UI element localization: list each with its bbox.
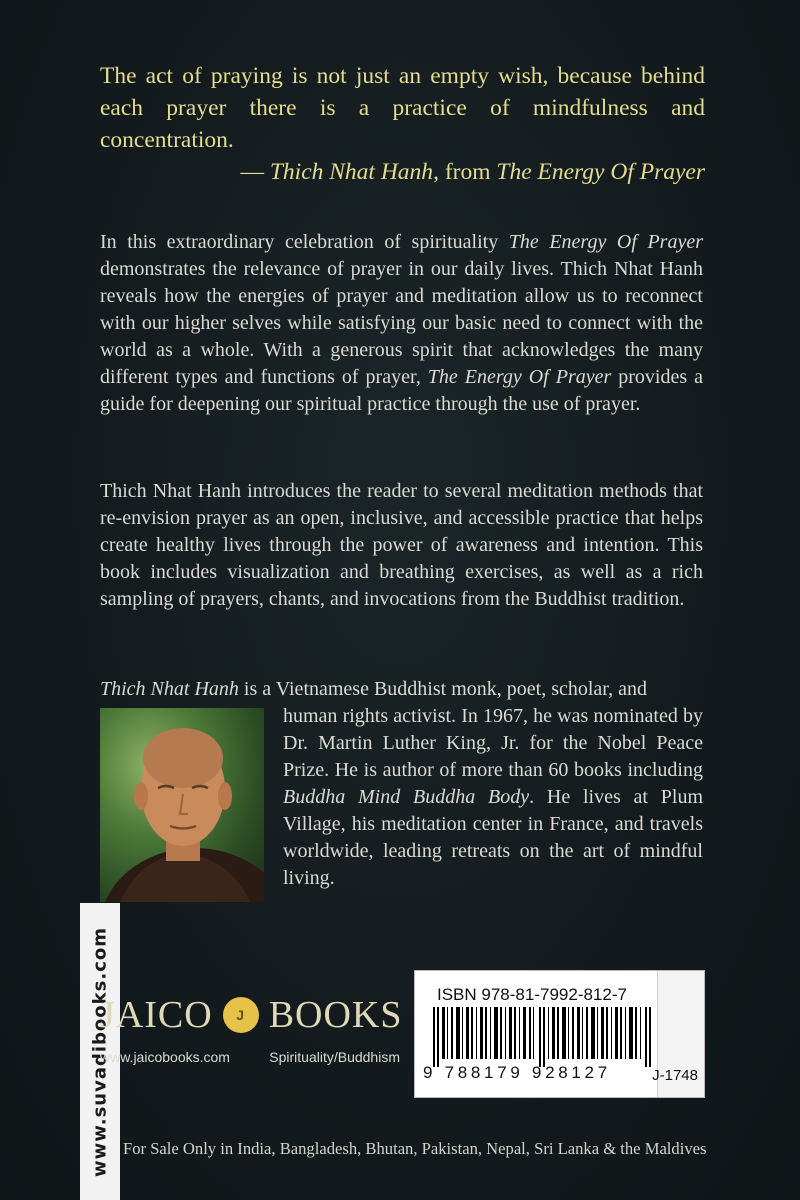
product-code: J-1748 (652, 1067, 698, 1084)
barcode-panel (414, 970, 705, 1098)
barcode-icon (433, 1007, 655, 1067)
author-bio: human rights activist. In 1967, he was nominated by Dr. Martin Luther King, Jr. for the Nobel Peace Prize. He is author of more than 60 books including Buddha Mind Buddha Body. He lives at Plum Village, his meditation center in France, and travels worldwide, leading retreats on the art of mindful living. (283, 705, 704, 889)
publisher-name-left: JAICO (100, 994, 213, 1036)
barcode-digits: 9 788179 928127 (423, 1063, 611, 1082)
publisher-emblem-icon (223, 997, 259, 1033)
isbn-label: ISBN 978-81-7992-812-7 (437, 985, 627, 1004)
epigraph-quote (100, 60, 705, 188)
author-name: Thich Nhat Hanh (100, 678, 239, 700)
watermark-text: www.suvadibooks.com (89, 926, 111, 1177)
quote-attribution: — Thich Nhat Hanh, from The Energy Of Prayer (240, 159, 705, 185)
publisher-name-right: BOOKS (268, 994, 403, 1036)
publisher-website[interactable]: www.jaicobooks.com (100, 1049, 230, 1065)
book-category: Spirituality/Buddhism (269, 1049, 400, 1065)
quote-book-title: The Energy Of Prayer (496, 159, 705, 185)
author-photo (100, 708, 264, 902)
author-portrait-image (100, 708, 264, 902)
sale-territory-notice: For Sale Only in India, Bangladesh, Bhutan, Pakistan, Nepal, Sri Lanka & the Maldives (123, 1139, 707, 1158)
author-bio-first-line: Thich Nhat Hanh is a Vietnamese Buddhist monk, poet, scholar, and (100, 678, 648, 700)
quote-author: Thich Nhat Hanh (269, 159, 434, 185)
author-book-title: Buddha Mind Buddha Body (283, 786, 530, 808)
description-paragraph-1: In this extraordinary celebration of spirituality The Energy Of Prayer demonstrates the relevance of prayer in our daily lives. Thich Nhat Hanh reveals how the energies of prayer and meditation allow us to reconnect with our higher selves while satisfying our basic need to connect with the world as a whole. With a generous spirit that acknowledges the many different types and functions of prayer, The Energy Of Prayer provides a guide for deepening our spiritual practice through the use of prayer. (100, 231, 703, 415)
description-paragraph-2: Thich Nhat Hanh introduces the reader to several meditation methods that re-envision prayer as an open, inclusive, and accessible practice that helps create healthy lives through the power of awareness and intention. This book includes visualization and breathing exercises, as well as a rich sampling of prayers, chants, and invocations from the Buddhist tradition. (100, 480, 703, 610)
publisher-info (100, 1049, 400, 1065)
publisher-logo (100, 994, 403, 1036)
quote-text: The act of praying is not just an empty wish, because behind each prayer there is a practice of mindfulness and concentration. (100, 63, 705, 153)
